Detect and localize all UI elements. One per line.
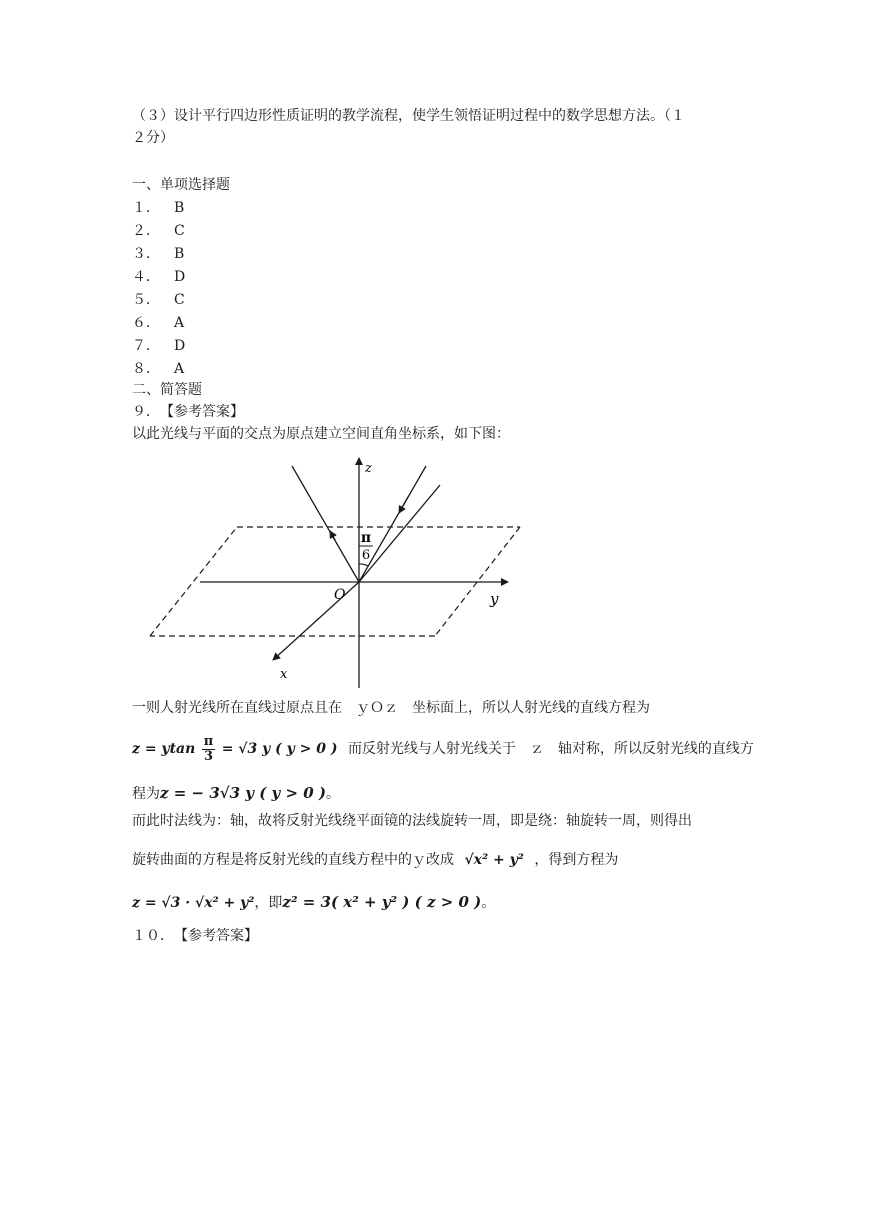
equation-line-2	[132, 783, 340, 804]
answer-choice: C	[174, 292, 185, 308]
question-3-line-1: （３）设计平行四边形性质证明的教学流程，使学生领悟证明过程中的数学思想方法。（１	[132, 108, 685, 124]
paragraph-3-prefix: 程为	[132, 786, 160, 802]
x-axis	[273, 582, 359, 660]
equation-line-4	[132, 892, 495, 913]
answer-row	[132, 336, 185, 356]
answer-choice: A	[174, 315, 185, 331]
answer-number: ５．	[132, 292, 160, 308]
coordinate-figure	[140, 452, 530, 692]
answer-row	[132, 267, 185, 287]
equation-line-3	[132, 850, 618, 870]
origin-label: O	[334, 587, 346, 603]
answer-row	[132, 313, 184, 333]
answer-number: ３．	[132, 246, 160, 262]
answer-row	[132, 221, 185, 241]
paragraph-2: 而反射光线与人射光线关于 ｚ 轴对称，所以反射光线的直线方	[347, 741, 754, 757]
x-axis-label: x	[280, 667, 288, 682]
question-9-intro: 以此光线与平面的交点为原点建立空间直角坐标系，如下图：	[132, 426, 510, 442]
equation-1-fraction	[202, 735, 216, 764]
answer-row	[132, 198, 184, 218]
answer-number: ８．	[132, 361, 160, 377]
incident-ray	[359, 466, 426, 582]
angle-numerator: π	[360, 530, 372, 546]
answer-number: ７．	[132, 338, 160, 354]
section-1-title: 一、单项选择题	[132, 177, 230, 193]
answer-choice: D	[174, 269, 186, 285]
normal-reference-line	[359, 485, 440, 582]
angle-arc	[359, 564, 368, 566]
equation-1-numerator: π	[203, 733, 214, 749]
equation-1-suffix: = √3 y ( y > 0 )	[221, 741, 338, 757]
equation-1-prefix: z = ytan	[132, 741, 196, 757]
equation-5: z² = 3( x² + y² ) ( z > 0 )	[282, 893, 482, 911]
question-10-label: １０． 【参考答案】	[132, 928, 258, 944]
equation-line-1	[132, 734, 754, 764]
answer-number: ６．	[132, 315, 160, 331]
paragraph-5-suffix: ，得到方程为	[534, 852, 619, 868]
answer-row	[132, 244, 184, 264]
equation-2: z = − 3√3 y ( y > 0 )	[160, 784, 327, 802]
answer-choice: A	[174, 361, 185, 377]
equation-4: z = √3 · √x² + y²	[132, 895, 255, 911]
z-axis-label: z	[365, 461, 372, 476]
answer-choice: C	[174, 223, 185, 239]
equation-1-denominator: 3	[203, 748, 214, 764]
section-2-title: 二、简答题	[132, 382, 202, 398]
answer-number: ２．	[132, 223, 160, 239]
answer-choice: B	[174, 200, 185, 216]
reflected-ray-arrow	[330, 531, 335, 540]
question-3-line-2: ２分）	[132, 130, 174, 146]
paragraph-6-mid: ，即	[254, 895, 283, 911]
answer-number: １．	[132, 200, 160, 216]
answer-choice: B	[174, 246, 185, 262]
paragraph-5-prefix: 旋转曲面的方程是将反射光线的直线方程中的ｙ改成	[132, 852, 454, 868]
y-axis-label: y	[490, 590, 499, 608]
question-9-label: ９． 【参考答案】	[132, 404, 244, 420]
reflected-ray	[292, 466, 359, 582]
answer-row	[132, 359, 184, 379]
answer-row	[132, 290, 185, 310]
answer-number: ４．	[132, 269, 160, 285]
equation-3: √x² + y²	[464, 852, 524, 868]
incident-ray-arrow	[399, 497, 408, 513]
paragraph-1: 一则人射光线所在直线过原点且在 ｙＯｚ 坐标面上，所以人射光线的直线方程为	[132, 700, 650, 716]
paragraph-3-suffix: 。	[326, 786, 341, 802]
angle-denominator: 6	[361, 548, 371, 563]
answer-choice: D	[174, 338, 186, 354]
paragraph-6-suffix: 。	[481, 895, 496, 911]
paragraph-4: 而此时法线为：轴，故将反射光线绕平面镜的法线旋转一周，即是绕：轴旋转一周，则得出	[132, 813, 692, 829]
